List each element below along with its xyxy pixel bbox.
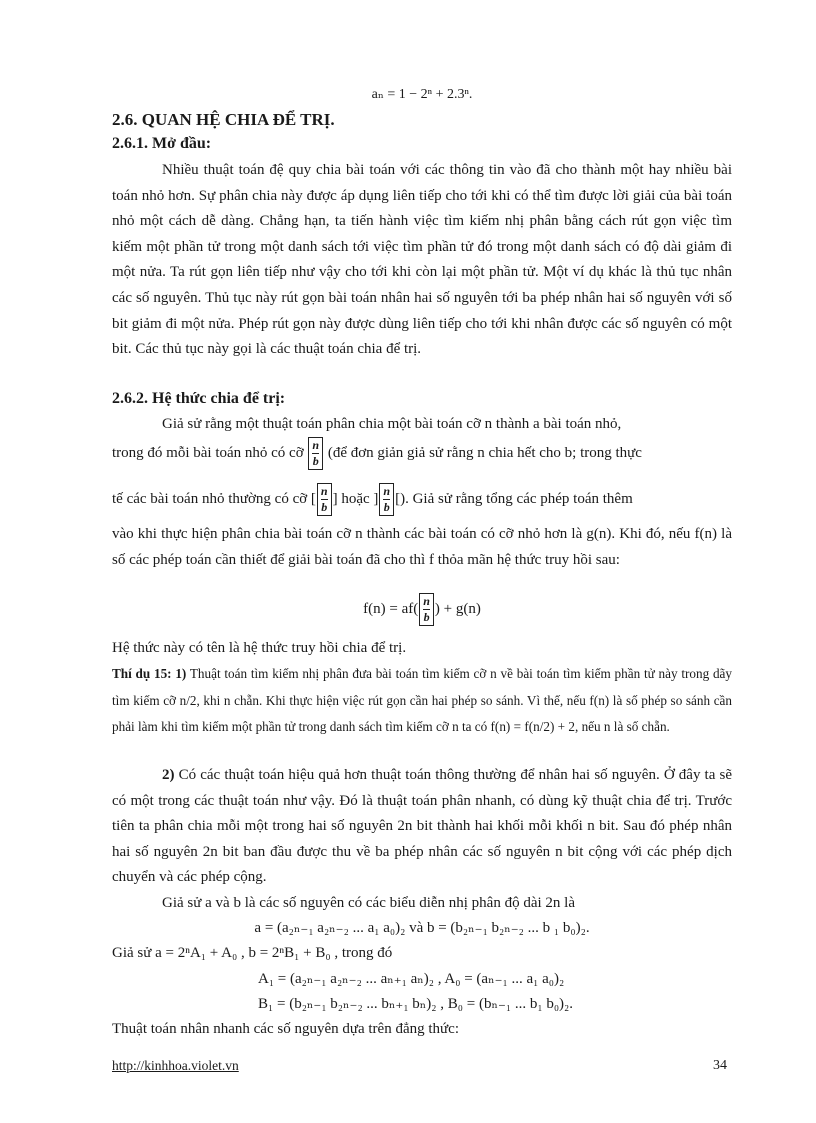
page-number: 34: [713, 1058, 727, 1073]
fraction-numerator: n: [383, 484, 391, 498]
formula-right: ) + g(n): [434, 600, 481, 617]
recurrence-paragraph-line3: [112, 483, 732, 516]
intro-paragraph: Nhiều thuật toán đệ quy chia bài toán với các thông tin vào đã cho thành một hay nhiều bài toán nhỏ hơn. Sự phân chia này được áp dụng liên tiếp cho tới khi có thể tìm được lời giải của bài toán nhỏ một cách dễ dàng. Chẳng hạn, ta tiến hành việc tìm kiếm nhị phân bằng cách rút gọn việc tìm kiếm một phần tử trong một danh sách tới việc tìm phần tử đó trong một danh sách có độ dài giảm đi một nửa. Ta rút gọn liên tiếp như vậy cho tới khi còn lại một phần tử. Một ví dụ khác là thủ tục nhân các số nguyên. Thủ tục này rút gọn bài toán nhân hai số nguyên tới ba phép nhân hai số nguyên với số bit giảm đi một nửa. Phép rút gọn này được dùng liên tiếp cho tới khi nhân được các số nguyên có một bit. Các thủ tục này gọi là các thuật toán chia để trị.: [112, 162, 732, 358]
fraction-n-over-b: [379, 483, 394, 516]
fraction-numerator: n: [312, 438, 320, 452]
fraction-denominator: b: [423, 610, 430, 624]
recurrence-paragraph-rest: vào khi thực hiện phân chia bài toán cỡ n thành các bài toán có cỡ nhỏ hơn là g(n). Khi đó, nếu f(n) là số các phép toán cần thiết để giải bài toán đã cho thì f thỏa mãn hệ thức truy hồi sau:: [112, 526, 732, 568]
formula-left: f(n) = af(: [363, 600, 419, 617]
recurrence-paragraph-line2: [112, 437, 732, 470]
text-segment: (để đơn giản giả sử rằng n chia hết cho b; trong thực: [327, 444, 642, 461]
fraction-numerator: n: [423, 594, 430, 608]
fraction-denominator: b: [312, 454, 319, 468]
fraction-denominator: b: [321, 500, 328, 514]
footer-link[interactable]: http://kinhhoa.violet.vn: [112, 1058, 239, 1073]
split-intro: Giả sử a = 2ⁿA₁ + A₀ , b = 2ⁿB₁ + B₀ , trong đó: [112, 945, 393, 961]
recurrence-paragraph-line1: Giả sử rằng một thuật toán phân chia một bài toán cỡ n thành a bài toán nhỏ,: [162, 416, 622, 432]
text-segment: trong đó mỗi bài toán nhỏ có cỡ: [112, 444, 304, 461]
binary-representation-intro: Giả sử a và b là các số nguyên có các biểu diễn nhị phân độ dài 2n là: [162, 895, 575, 911]
subsection-title-intro: 2.6.1. Mở đầu:: [112, 135, 212, 152]
example-part2-label: 2): [162, 767, 175, 783]
formula-an: aₙ = 1 − 2ⁿ + 2.3ⁿ.: [371, 87, 473, 102]
fraction-n-over-b: [317, 483, 332, 516]
example-text: Thuật toán tìm kiếm nhị phân đưa bài toán tìm kiếm cỡ n về bài toán tìm kiếm phần tử này trong dãy tìm kiếm cỡ n/2, khi n chẵn. Khi thực hiện việc rút gọn cần hai phép so sánh. Vì thế, nếu f(n) là số phép so sánh cần phải làm khi tìm kiếm một phần tử trong danh sách tìm kiếm cỡ n ta có f(n) = f(n/2) + 2, nếu n là số chẵn.: [112, 666, 732, 734]
fraction-n-over-b: [308, 437, 323, 470]
fraction-numerator: n: [320, 484, 328, 498]
formula-a-b: a = (a₂ₙ₋₁ a₂ₙ₋₂ ... a₁ a₀)₂ và b = (b₂ₙ₋₁ b₂ₙ₋₂ ... b ₁ b₀)₂.: [254, 920, 590, 936]
recurrence-formula: [112, 593, 732, 626]
text-segment: tế các bài toán nhỏ thường có cỡ [: [112, 490, 316, 507]
fraction-n-over-b: [419, 593, 434, 626]
fraction-denominator: b: [383, 500, 390, 514]
section-title: 2.6. QUAN HỆ CHIA ĐỂ TRỊ.: [112, 110, 335, 129]
subsection-title-recurrence: 2.6.2. Hệ thức chia để trị:: [112, 390, 286, 407]
example-part2-text: Có các thuật toán hiệu quả hơn thuật toán thông thường để nhân hai số nguyên. Ở đây ta sẽ có một trong các thuật toán như vậy. Đó là thuật toán phân nhanh, có dùng kỹ thuật chia để trị. Trước tiên ta phân chia mỗi một trong hai số nguyên 2n bit thành hai khối mỗi khối n bit. Sau đó phép nhân hai số nguyên 2n bit ban đầu được thu về ba phép nhân các số nguyên n bit cộng với các phép dịch chuyển và các phép cộng.: [112, 767, 732, 886]
formula-B1-B0: B₁ = (b₂ₙ₋₁ b₂ₙ₋₂ ... bₙ₊₁ bₙ)₂ , B₀ = (bₙ₋₁ ... b₁ b₀)₂.: [258, 996, 574, 1012]
text-segment: ] hoặc ]: [332, 490, 379, 507]
example-15-part1: [112, 661, 732, 741]
text-segment: [). Giả sử rằng tổng các phép toán thêm: [395, 490, 633, 507]
example-15-part2: [112, 763, 732, 891]
example-label: Thí dụ 15: 1): [112, 666, 187, 681]
fast-multiplication-intro: Thuật toán nhân nhanh các số nguyên dựa trên đẳng thức:: [112, 1021, 459, 1037]
recurrence-note: Hệ thức này có tên là hệ thức truy hồi chia để trị.: [112, 640, 407, 656]
formula-A1-A0: A₁ = (a₂ₙ₋₁ a₂ₙ₋₂ ... aₙ₊₁ aₙ)₂ , A₀ = (aₙ₋₁ ... a₁ a₀)₂: [258, 971, 565, 987]
